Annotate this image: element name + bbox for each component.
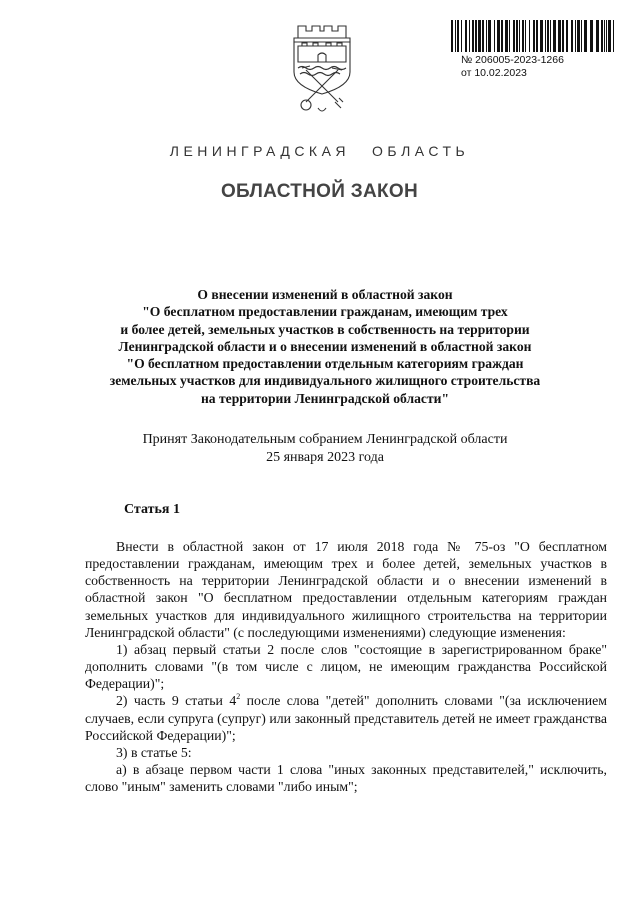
body-item-3a: а) в абзаце первом части 1 слова "иных законных представителей," исключить, слово "иным" заменить словами "либо иным"; — [85, 762, 607, 795]
barcode-bar — [482, 20, 484, 52]
title-line: земельных участков для индивидуального жилищного строительства — [109, 373, 541, 389]
barcode-bar — [584, 20, 587, 52]
region-word-2: ОБЛАСТЬ — [372, 143, 470, 159]
barcode-bar — [575, 20, 576, 52]
barcode-bar — [461, 20, 462, 52]
coat-of-arms-icon — [288, 22, 356, 120]
barcode-bar — [501, 20, 503, 52]
item2-superscript: 2 — [236, 692, 241, 702]
title-line: "О бесплатном предоставлении отдельным категориям граждан — [126, 356, 524, 372]
barcode — [451, 20, 614, 52]
barcode-bar — [469, 20, 470, 52]
barcode-bar — [613, 20, 614, 52]
barcode-bar — [577, 20, 580, 52]
barcode-bar — [590, 20, 593, 52]
barcode-bar — [608, 20, 611, 52]
barcode-bar — [566, 20, 568, 52]
barcode-bar — [465, 20, 467, 52]
registration-number: № 206005-2023-1266 — [461, 54, 564, 66]
barcode-bar — [553, 20, 556, 52]
barcode-bar — [509, 20, 510, 52]
title-line: О внесении изменений в областной закон — [197, 287, 453, 302]
barcode-bar — [475, 20, 477, 52]
region-name — [0, 143, 639, 159]
barcode-bar — [558, 20, 561, 52]
barcode-bar — [540, 20, 543, 52]
barcode-bar — [494, 20, 495, 52]
barcode-bar — [562, 20, 564, 52]
barcode-bar — [606, 20, 607, 52]
title-line: Ленинградской области и о внесении изменений в областной закон — [118, 338, 532, 354]
item2-text-end: после слова "детей" дополнить словами "(за исключением случаев, если супруга (супруг) или законный представитель детей не имеет гражданства Российской Федерации)"; — [85, 693, 607, 743]
barcode-bar — [513, 20, 515, 52]
barcode-bar — [533, 20, 535, 52]
barcode-bar — [601, 20, 603, 52]
registration-stamp — [461, 54, 564, 80]
region-word-1: ЛЕНИНГРАДСКАЯ — [169, 143, 351, 159]
adoption-date: 25 января 2023 года — [266, 449, 384, 465]
item2-text-start: 2) часть 9 статьи 4 — [116, 693, 237, 709]
barcode-bar — [519, 20, 520, 52]
barcode-bar — [545, 20, 546, 52]
barcode-bar — [581, 20, 582, 52]
barcode-bar — [550, 20, 551, 52]
barcode-bar — [525, 20, 526, 52]
barcode-bar — [472, 20, 474, 52]
barcode-bar — [596, 20, 599, 52]
law-kind-heading: ОБЛАСТНОЙ ЗАКОН — [220, 181, 419, 202]
article-body — [85, 538, 607, 795]
registration-date: от 10.02.2023 — [461, 67, 527, 79]
title-line: "О бесплатном предоставлении гражданам, имеющим трех — [142, 304, 508, 320]
barcode-bar — [529, 20, 530, 52]
barcode-bar — [457, 20, 459, 52]
barcode-bar — [571, 20, 573, 52]
barcode-bar — [497, 20, 500, 52]
barcode-bar — [516, 20, 518, 52]
title-line: и более детей, земельных участков в собственность на территории — [120, 321, 530, 337]
law-title — [60, 286, 590, 407]
barcode-bar — [547, 20, 549, 52]
barcode-bar — [478, 20, 481, 52]
barcode-bar — [536, 20, 538, 52]
title-line: на территории Ленинградской области" — [200, 390, 450, 406]
body-item-3: 3) в статье 5: — [116, 744, 192, 760]
adoption-info — [60, 431, 590, 466]
adoption-body: Принят Законодательным собранием Ленинградской области — [142, 432, 508, 447]
barcode-bar — [451, 20, 453, 52]
body-item-2 — [85, 692, 607, 743]
barcode-bar — [488, 20, 491, 52]
barcode-bar — [486, 20, 487, 52]
barcode-bar — [522, 20, 524, 52]
barcode-bar — [455, 20, 456, 52]
article-heading: Статья 1 — [124, 502, 180, 517]
body-item-1: 1) абзац первый статьи 2 после слов "состоящие в зарегистрированном браке" дополнить словами "(в том числе с лицом, не имеющим гражданства Российской Федерации)"; — [85, 641, 607, 692]
barcode-bar — [604, 20, 605, 52]
barcode-bar — [505, 20, 508, 52]
body-paragraph-intro: Внести в областной закон от 17 июля 2018 года № 75-оз "О бесплатном предоставлении гражданам, имеющим трех и более детей, земельных участков в собственность на территории Ленинградской области и о внесении изменений в областной закон "О бесплатном предоставлении отдельным категориям граждан земельных участков для индивидуального жилищного строительства на территории Ленинградской области" (с последующими изменениями) следующие изменения: — [85, 539, 607, 640]
